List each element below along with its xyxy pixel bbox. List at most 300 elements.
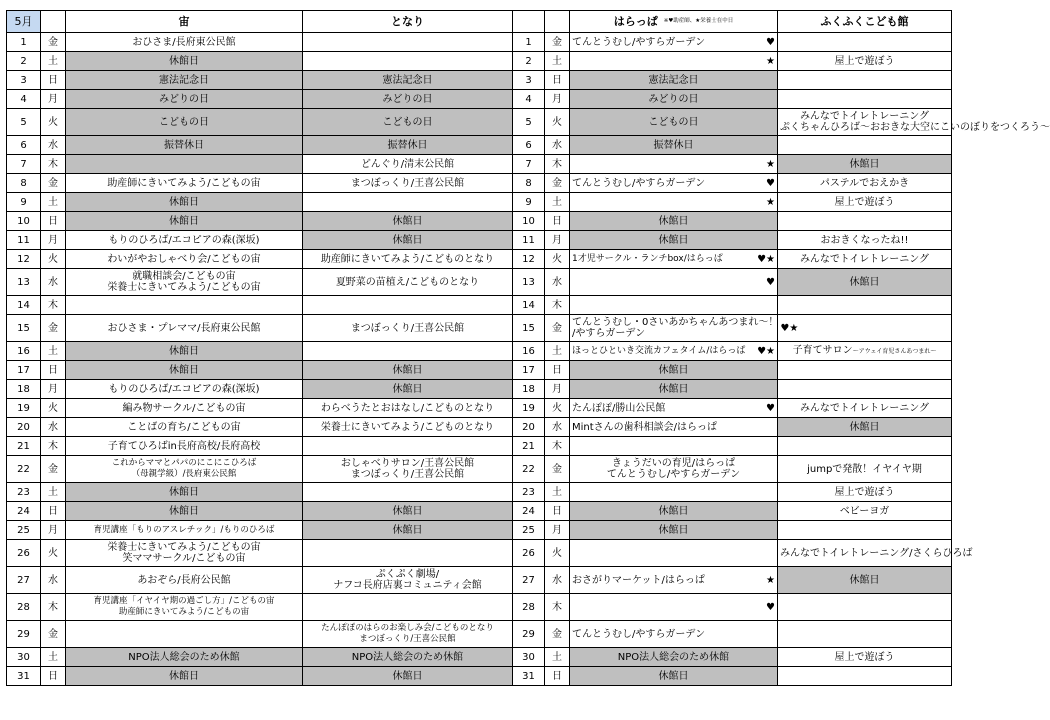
harappa-event: 休館日 — [658, 505, 689, 517]
cell-sora — [66, 594, 303, 621]
harappa-line — [572, 575, 775, 586]
day-number-2 — [513, 456, 545, 483]
cell-harappa — [570, 250, 778, 269]
weekday — [41, 399, 66, 418]
tonari-event: 憲法記念日 — [382, 74, 433, 86]
sora-event: ことばの育ち/こどもの宙 — [127, 421, 241, 433]
weekday — [41, 594, 66, 621]
cell-fukufuku — [778, 418, 952, 437]
cell-fukufuku — [778, 231, 952, 250]
day-number-text: 14 — [522, 299, 535, 311]
cell-tonari — [303, 109, 513, 136]
weekday — [41, 521, 66, 540]
cell-fukufuku — [778, 109, 1050, 136]
weekday-text: 火 — [552, 402, 562, 414]
cell-fukufuku — [778, 361, 952, 380]
day-number-text: 15 — [522, 322, 535, 334]
sora-event: 休館日 — [169, 505, 199, 517]
weekday-text: 水 — [552, 421, 562, 433]
day-number-2 — [513, 33, 545, 52]
fukufuku-event: 休館日 — [849, 158, 880, 170]
day-number-2 — [513, 212, 545, 231]
weekday-text: 日 — [552, 670, 562, 682]
weekday — [41, 648, 66, 667]
cell-sora — [66, 521, 303, 540]
day-number — [7, 361, 41, 380]
cell-fukufuku — [778, 621, 952, 648]
harappa-event: たんぽぽ/勝山公民館 — [572, 402, 666, 414]
day-number-2 — [513, 380, 545, 399]
cell-fukufuku — [778, 437, 952, 456]
sora-event: もりのひろば/エコピアの森(深坂) — [108, 234, 260, 246]
weekday — [41, 380, 66, 399]
weekday-2 — [545, 52, 570, 71]
weekday-2 — [545, 399, 570, 418]
table-row — [7, 33, 952, 52]
harappa-event: ほっとひといき交流カフェタイム/はらっぱ — [572, 345, 746, 356]
cell-harappa — [570, 594, 778, 621]
day-number — [7, 540, 41, 567]
weekday — [41, 250, 66, 269]
weekday-2 — [545, 296, 570, 315]
header-row — [7, 11, 952, 33]
tonari-event: NPO法人総会のため休館 — [351, 651, 464, 663]
day-number-2 — [513, 90, 545, 109]
harappa-event: 休館日 — [658, 383, 689, 395]
cell-harappa — [570, 136, 778, 155]
cell-tonari — [303, 667, 513, 686]
sora-event: 休館日 — [169, 364, 199, 376]
cell-sora — [66, 155, 303, 174]
day-number — [7, 174, 41, 193]
day-number-text: 7 — [20, 158, 27, 170]
cell-fukufuku — [778, 136, 952, 155]
weekday — [41, 155, 66, 174]
weekday-text: 日 — [48, 74, 58, 86]
sora-event: 休館日 — [169, 196, 199, 208]
weekday-text: 木 — [552, 299, 562, 311]
tonari-event: 休館日 — [392, 670, 423, 682]
cell-fukufuku — [778, 174, 952, 193]
fukufuku-event: ベビーヨガ — [839, 505, 890, 517]
day-number-text: 18 — [522, 383, 535, 395]
cell-harappa — [570, 567, 778, 594]
cell-harappa — [570, 437, 778, 456]
fukufuku-event: 休館日 — [849, 574, 880, 586]
cell-sora — [66, 502, 303, 521]
fukufuku-event: みんなでトイレトレーニング — [799, 402, 930, 414]
day-number-2 — [513, 648, 545, 667]
weekday — [41, 483, 66, 502]
cell-fukufuku — [778, 33, 952, 52]
weekday-text: 火 — [552, 547, 562, 559]
tonari-event: こどもの日 — [382, 116, 433, 128]
harappa-text — [572, 346, 755, 357]
day-number-text: 19 — [17, 402, 30, 414]
cell-fukufuku — [778, 71, 952, 90]
day-number-2 — [513, 296, 545, 315]
day-number-text: 4 — [525, 93, 532, 105]
day-number — [7, 399, 41, 418]
cell-tonari — [303, 33, 513, 52]
cell-tonari — [303, 90, 513, 109]
cell-sora — [66, 483, 303, 502]
cell-tonari — [303, 296, 513, 315]
tonari-event: どんぐり/清末公民館 — [360, 158, 455, 170]
table-row — [7, 567, 952, 594]
weekday-2 — [545, 136, 570, 155]
day-number-text: 11 — [17, 234, 30, 246]
sora-event: あおぞら/長府公民館 — [137, 574, 231, 586]
harappa-event: 憲法記念日 — [648, 74, 699, 86]
table-row — [7, 399, 952, 418]
weekday-text: 日 — [552, 505, 562, 517]
cell-harappa — [570, 296, 778, 315]
table-row — [7, 361, 952, 380]
day-number-text: 14 — [17, 299, 30, 311]
cell-sora — [66, 342, 303, 361]
cell-tonari — [303, 315, 513, 342]
day-number — [7, 621, 41, 648]
table-row — [7, 269, 952, 296]
day-number-text: 12 — [17, 253, 30, 265]
day-number — [7, 193, 41, 212]
table-row — [7, 155, 952, 174]
weekday-text: 金 — [552, 177, 562, 189]
day-number-text: 29 — [522, 628, 535, 640]
cell-harappa — [570, 155, 778, 174]
weekday-header — [41, 11, 66, 33]
cell-tonari — [303, 483, 513, 502]
fukufuku-event: おおきくなったね!! — [820, 234, 909, 246]
cell-harappa — [570, 380, 778, 399]
day-number-text: 12 — [522, 253, 535, 265]
cell-tonari — [303, 193, 513, 212]
sora-event: 栄養士にきいてみよう/こどもの宙 — [107, 542, 261, 553]
cell-fukufuku — [778, 155, 952, 174]
cell-fukufuku — [778, 594, 952, 621]
day-number-text: 22 — [17, 463, 30, 475]
cell-fukufuku — [778, 540, 973, 567]
sora-event: 編み物サークル/こどもの宙 — [122, 402, 246, 414]
weekday-text: 土 — [48, 486, 58, 498]
cell-tonari — [303, 361, 513, 380]
sora-event: 子育てひろばin長府高校/長府高校 — [107, 440, 261, 452]
harappa-event: 休館日 — [658, 234, 689, 246]
day-number-text: 28 — [17, 601, 30, 613]
table-row — [7, 594, 952, 621]
cell-sora — [66, 193, 303, 212]
cell-sora — [66, 315, 303, 342]
harappa-event: きょうだいの育児/はらっぱ — [611, 458, 736, 469]
weekday-text: 土 — [552, 651, 562, 663]
cell-tonari — [303, 342, 513, 361]
sora-event-2: （母親学級）/長府東公民館 — [131, 469, 237, 479]
cell-fukufuku — [778, 315, 952, 342]
fukufuku-event: 屋上で遊ぼう — [834, 651, 895, 663]
weekday-2 — [545, 667, 570, 686]
weekday-text: 木 — [552, 601, 562, 613]
day-number-text: 31 — [522, 670, 535, 682]
cell-harappa — [570, 52, 778, 71]
cell-harappa — [570, 483, 778, 502]
weekday-text: 木 — [48, 440, 58, 452]
cell-tonari — [303, 155, 513, 174]
weekday-2 — [545, 155, 570, 174]
cell-harappa — [570, 540, 778, 567]
tonari-event: みどりの日 — [382, 93, 433, 105]
day-number-2 — [513, 174, 545, 193]
harappa-line — [572, 254, 775, 265]
weekday-2 — [545, 361, 570, 380]
day-number-text: 4 — [20, 93, 27, 105]
day-number — [7, 231, 41, 250]
sora-event: 休館日 — [169, 215, 199, 227]
sora-event: 休館日 — [169, 55, 199, 67]
tonari-event: 振替休日 — [387, 139, 428, 151]
tonari-event: わらべうたとおはなし/こどものとなり — [320, 402, 495, 414]
day-number-text: 23 — [522, 486, 535, 498]
cell-tonari — [303, 621, 513, 648]
day-number — [7, 521, 41, 540]
weekday-text: 火 — [48, 253, 58, 265]
harappa-text — [572, 422, 775, 433]
sora-event: 育児講座「もりのアスレチック」/もりのひろば — [93, 524, 275, 535]
weekday — [41, 193, 66, 212]
weekday-2 — [545, 109, 570, 136]
tonari-event: まつぼっくり/王喜公民館 — [350, 177, 465, 189]
day-number — [7, 342, 41, 361]
day-number-text: 13 — [17, 276, 30, 288]
cell-fukufuku — [778, 380, 952, 399]
day-number-text: 21 — [522, 440, 535, 452]
tonari-event: 助産師にきいてみよう/こどものとなり — [320, 253, 495, 265]
table-row — [7, 521, 952, 540]
cell-sora — [66, 296, 303, 315]
cell-harappa — [570, 269, 778, 296]
cell-fukufuku — [778, 212, 952, 231]
day-number-text: 25 — [17, 524, 30, 536]
cell-fukufuku — [778, 399, 952, 418]
weekday-text: 土 — [552, 55, 562, 67]
day-number-text: 17 — [17, 364, 30, 376]
weekday-2 — [545, 250, 570, 269]
weekday — [41, 52, 66, 71]
weekday — [41, 621, 66, 648]
day-number-text: 9 — [20, 196, 27, 208]
weekday-text: 土 — [552, 196, 562, 208]
day-number-text: 18 — [17, 383, 30, 395]
cell-fukufuku — [778, 90, 952, 109]
cell-fukufuku — [778, 269, 952, 296]
weekday-text: 金 — [552, 628, 562, 640]
day-number-text: 27 — [17, 574, 30, 586]
day-number-text: 2 — [20, 55, 27, 67]
weekday-2 — [545, 193, 570, 212]
table-row — [7, 250, 952, 269]
fukufuku-event-sub: 〜アウェイ育児さんあつまれ〜 — [852, 348, 937, 355]
cell-harappa — [570, 621, 778, 648]
day-number-2 — [513, 621, 545, 648]
cell-sora — [66, 540, 303, 567]
day-number-2 — [513, 155, 545, 174]
cell-sora — [66, 269, 303, 296]
harappa-line — [572, 178, 775, 189]
day-number-text: 24 — [17, 505, 30, 517]
day-number-text: 17 — [522, 364, 535, 376]
sora-event: 休館日 — [169, 345, 199, 357]
weekday-2 — [545, 567, 570, 594]
weekday-text: 土 — [552, 486, 562, 498]
harappa-event: てんとうむし/やすらガーデン — [572, 628, 706, 640]
harappa-event: おさがりマーケット/はらっぱ — [572, 574, 705, 586]
day-number-text: 15 — [17, 322, 30, 334]
cell-sora — [66, 380, 303, 399]
weekday-text: 月 — [552, 93, 562, 105]
staff-mark-icon: ★ — [766, 158, 775, 170]
staff-mark-icon: ♥★ — [757, 253, 775, 265]
day-number-text: 30 — [17, 651, 30, 663]
day-number — [7, 296, 41, 315]
day-number — [7, 90, 41, 109]
weekday-text: 日 — [552, 74, 562, 86]
harappa-line — [572, 629, 775, 640]
day-number-2 — [513, 193, 545, 212]
table-row — [7, 193, 952, 212]
day-number-text: 28 — [522, 601, 535, 613]
day-number-text: 31 — [17, 670, 30, 682]
weekday-text: 金 — [48, 177, 58, 189]
header-tonari: となり — [303, 11, 513, 33]
day-number-text: 3 — [20, 74, 27, 86]
harappa-line — [572, 403, 775, 414]
weekday-2 — [545, 521, 570, 540]
cell-tonari — [303, 648, 513, 667]
day-number-2 — [513, 399, 545, 418]
day-number — [7, 269, 41, 296]
day-number-2 — [513, 483, 545, 502]
weekday-2 — [545, 502, 570, 521]
cell-tonari — [303, 380, 513, 399]
table-row — [7, 502, 952, 521]
cell-fukufuku — [778, 456, 952, 483]
day-number — [7, 212, 41, 231]
harappa-text — [572, 37, 764, 48]
day-number — [7, 483, 41, 502]
harappa-text — [572, 575, 764, 586]
day-number-text: 26 — [17, 547, 30, 559]
tonari-event: ぷくぷく劇場/ — [375, 569, 440, 580]
day-number-text: 21 — [17, 440, 30, 452]
day-number-text: 24 — [522, 505, 535, 517]
cell-fukufuku — [778, 193, 952, 212]
day-number-2 — [513, 250, 545, 269]
fukufuku-event: みんなでトイレトレーニング — [799, 111, 930, 122]
weekday-text: 月 — [552, 234, 562, 246]
day-number — [7, 155, 41, 174]
sora-event-2: 栄養士にきいてみよう/こどもの宙 — [107, 282, 261, 293]
weekday — [41, 136, 66, 155]
weekday-text: 日 — [48, 505, 58, 517]
cell-tonari — [303, 567, 513, 594]
weekday-2 — [545, 540, 570, 567]
day-number — [7, 136, 41, 155]
weekday-2 — [545, 212, 570, 231]
harappa-event: Mintさんの歯科相談会/はらっぱ — [572, 421, 718, 433]
weekday-text: 木 — [552, 440, 562, 452]
table-row — [7, 315, 952, 342]
cell-harappa — [570, 342, 778, 361]
weekday-text: 月 — [48, 383, 58, 395]
day-number — [7, 567, 41, 594]
day-number-text: 25 — [522, 524, 535, 536]
fukufuku-event: 子育てサロン — [792, 345, 853, 356]
table-row — [7, 231, 952, 250]
cell-sora — [66, 174, 303, 193]
cell-tonari — [303, 521, 513, 540]
weekday-2 — [545, 174, 570, 193]
day-number-text: 30 — [522, 651, 535, 663]
weekday-2 — [545, 483, 570, 502]
cell-sora — [66, 418, 303, 437]
harappa-event: てんとうむし・0さいあかちゃんあつまれ〜！ — [572, 317, 779, 328]
weekday-header-2 — [545, 11, 570, 33]
table-row — [7, 174, 952, 193]
harappa-line — [572, 602, 775, 613]
day-number-text: 5 — [525, 116, 532, 128]
fukufuku-event-2: ぷくちゃんひろば〜おおきな大空にこいのぼりをつくろう〜 — [780, 122, 1050, 133]
weekday — [41, 296, 66, 315]
weekday-text: 月 — [48, 524, 58, 536]
day-number — [7, 109, 41, 136]
weekday-2 — [545, 621, 570, 648]
cell-sora — [66, 621, 303, 648]
harappa-event-2: /やすらガーデン — [572, 328, 646, 339]
weekday-text: 日 — [48, 364, 58, 376]
sora-event: これからママとパパのにこにこひろば — [111, 458, 257, 468]
weekday-text: 土 — [48, 651, 58, 663]
fukufuku-event: 屋上で遊ぼう — [834, 55, 895, 67]
schedule-table — [6, 10, 1050, 686]
weekday-text: 木 — [48, 601, 58, 613]
weekday-2 — [545, 648, 570, 667]
sora-event: こどもの日 — [159, 116, 209, 128]
weekday-2 — [545, 456, 570, 483]
weekday — [41, 418, 66, 437]
harappa-text — [572, 629, 775, 640]
sora-event: 助産師にきいてみよう/こどもの宙 — [107, 177, 261, 189]
table-row — [7, 90, 952, 109]
table-row — [7, 483, 952, 502]
weekday-text: 金 — [552, 322, 562, 334]
cell-sora — [66, 33, 303, 52]
staff-mark-icon: ♥ — [766, 402, 775, 414]
harappa-event: てんとうむし/やすらガーデン — [572, 177, 706, 189]
tonari-event: 休館日 — [392, 524, 423, 536]
day-number-text: 6 — [525, 139, 532, 151]
cell-harappa — [570, 521, 778, 540]
weekday — [41, 231, 66, 250]
weekday-text: 金 — [552, 36, 562, 48]
harappa-event: 休館日 — [658, 524, 689, 536]
day-number-text: 6 — [20, 139, 27, 151]
harappa-line — [572, 37, 775, 48]
day-number-2 — [513, 540, 545, 567]
sora-event-2: 笑ママサークル/こどもの宙 — [122, 553, 246, 564]
cell-fukufuku — [778, 502, 952, 521]
day-number-text: 7 — [525, 158, 532, 170]
staff-mark-icon: ♥ — [766, 177, 775, 189]
